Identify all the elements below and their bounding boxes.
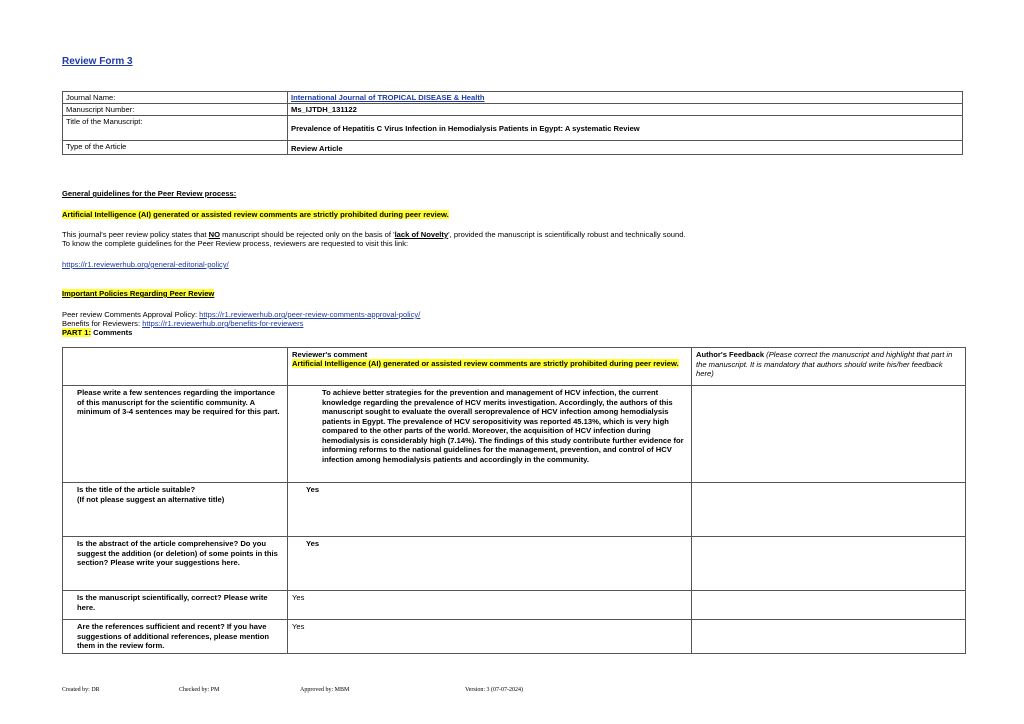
answer-abstract[interactable]: Yes (288, 537, 692, 591)
manuscript-title-value: Prevalence of Hepatitis C Virus Infection in Hemodialysis Patients in Egypt: A systematic Review (288, 116, 963, 141)
question-references: Are the references sufficient and recent? If you have suggestions of additional references, please mention them in the review form. (63, 620, 288, 654)
ai-warning (62, 210, 449, 220)
policy-text-mid: manuscript should be rejected only on the basis of ' (220, 230, 395, 239)
author-feedback-references[interactable] (692, 620, 966, 654)
form-title: Review Form 3 (62, 56, 133, 67)
journal-name-link[interactable]: International Journal of TROPICAL DISEASE & Health (291, 93, 485, 102)
reviewer-header-cell (288, 348, 692, 386)
manuscript-title-label: Title of the Manuscript: (63, 116, 288, 141)
comments-header-row (63, 348, 966, 386)
author-feedback-note: (Please correct the manuscript and highlight that part in the manuscript. It is mandatory that authors should write his/her feedback here) (696, 350, 953, 378)
comment-row (63, 537, 966, 591)
policy-text-pre: This journal's peer review policy states that (62, 230, 209, 239)
footer-checked: Checked by: PM (179, 687, 220, 693)
policy-novelty: lack of Novelty (394, 230, 449, 239)
manuscript-number-value: Ms_IJTDH_131122 (288, 104, 963, 116)
journal-row (63, 92, 963, 104)
ai-warning-text: Artificial Intelligence (AI) generated or assisted review comments are strictly prohibited during peer review. (62, 210, 449, 219)
author-feedback-abstract[interactable] (692, 537, 966, 591)
policies-heading (62, 289, 214, 299)
answer-importance[interactable]: To achieve better strategies for the prevention and management of HCV infection, the current knowledge regarding the prevalence of HCV merits investigation. Accordingly, the authors of this manuscript sought to evaluate the overall seroprevalence of HCV infection among hemodialysis patients in Egypt. The prevalence of HCV seropositivity was reported 45.13%, which is very high compared to the other parts of the world. Moreover, the acquisition of HCV infection during hemodialysis is considerably high (7.14%). The findings of this study contribute further evidence for informing reforms to the national guidelines for the management, prevention, and control of HCV infection among hemodialysis patients and accordingly in the community. (288, 386, 692, 483)
part1-label: PART 1: (62, 328, 91, 337)
comment-row (63, 591, 966, 620)
question-abstract: Is the abstract of the article comprehensive? Do you suggest the addition (or deletion) of some points in this section? Please write your suggestions here. (63, 537, 288, 591)
author-feedback-title[interactable] (692, 483, 966, 537)
article-type-label: Type of the Article (63, 141, 288, 155)
answer-title[interactable]: Yes (288, 483, 692, 537)
guidelines-know-text: To know the complete guidelines for the Peer Review process, reviewers are requested to visit this link: (62, 239, 409, 248)
comment-row (63, 483, 966, 537)
answer-references[interactable]: Yes (288, 620, 692, 654)
footer-created: Created by: DR (62, 687, 100, 693)
comments-table (62, 347, 966, 654)
manuscript-title-row (63, 116, 963, 141)
policies-heading-text: Important Policies Regarding Peer Review (62, 289, 215, 298)
guidelines-heading: General guidelines for the Peer Review process: (62, 189, 237, 198)
comment-row (63, 386, 966, 483)
reviewer-header: Reviewer's comment (292, 350, 368, 359)
approval-policy-link[interactable]: https://r1.reviewerhub.org/peer-review-comments-approval-policy/ (199, 310, 421, 319)
manuscript-number-row (63, 104, 963, 116)
author-feedback-header: Author's Feedback (696, 350, 765, 359)
footer-version: Version: 3 (07-07-2024) (465, 687, 523, 693)
answer-scientific[interactable]: Yes (288, 591, 692, 620)
question-scientific: Is the manuscript scientifically, correct? Please write here. (63, 591, 288, 620)
manuscript-number-label: Manuscript Number: (63, 104, 288, 116)
article-type-value: Review Article (288, 141, 963, 155)
author-feedback-importance[interactable] (692, 386, 966, 483)
benefits-link[interactable]: https://r1.reviewerhub.org/benefits-for-reviewers (142, 319, 304, 328)
policy-text-post: ', provided the manuscript is scientifically robust and technically sound. (448, 230, 686, 239)
manuscript-info-table (62, 91, 963, 155)
part1-heading (62, 328, 132, 338)
article-type-row (63, 141, 963, 155)
header-empty-cell (63, 348, 288, 386)
reviewer-ai-note: Artificial Intelligence (AI) generated or assisted review comments are strictly prohibited during peer review. (292, 359, 679, 368)
footer-approved: Approved by: MBM (300, 687, 350, 693)
policy-no: NO (208, 230, 221, 239)
comment-row (63, 620, 966, 654)
question-importance: Please write a few sentences regarding the importance of this manuscript for the scientific community. A minimum of 3-4 sentences may be required for this part. (63, 386, 288, 483)
question-title: Is the title of the article suitable? (If not please suggest an alternative title) (63, 483, 288, 537)
journal-label: Journal Name: (63, 92, 288, 104)
approval-policy-label: Peer review Comments Approval Policy: (62, 310, 200, 319)
benefits-label: Benefits for Reviewers: (62, 319, 143, 328)
editorial-policy-link[interactable]: https://r1.reviewerhub.org/general-editorial-policy/ (62, 260, 229, 269)
author-feedback-header-cell (692, 348, 966, 386)
part1-title: Comments (90, 328, 133, 337)
author-feedback-scientific[interactable] (692, 591, 966, 620)
